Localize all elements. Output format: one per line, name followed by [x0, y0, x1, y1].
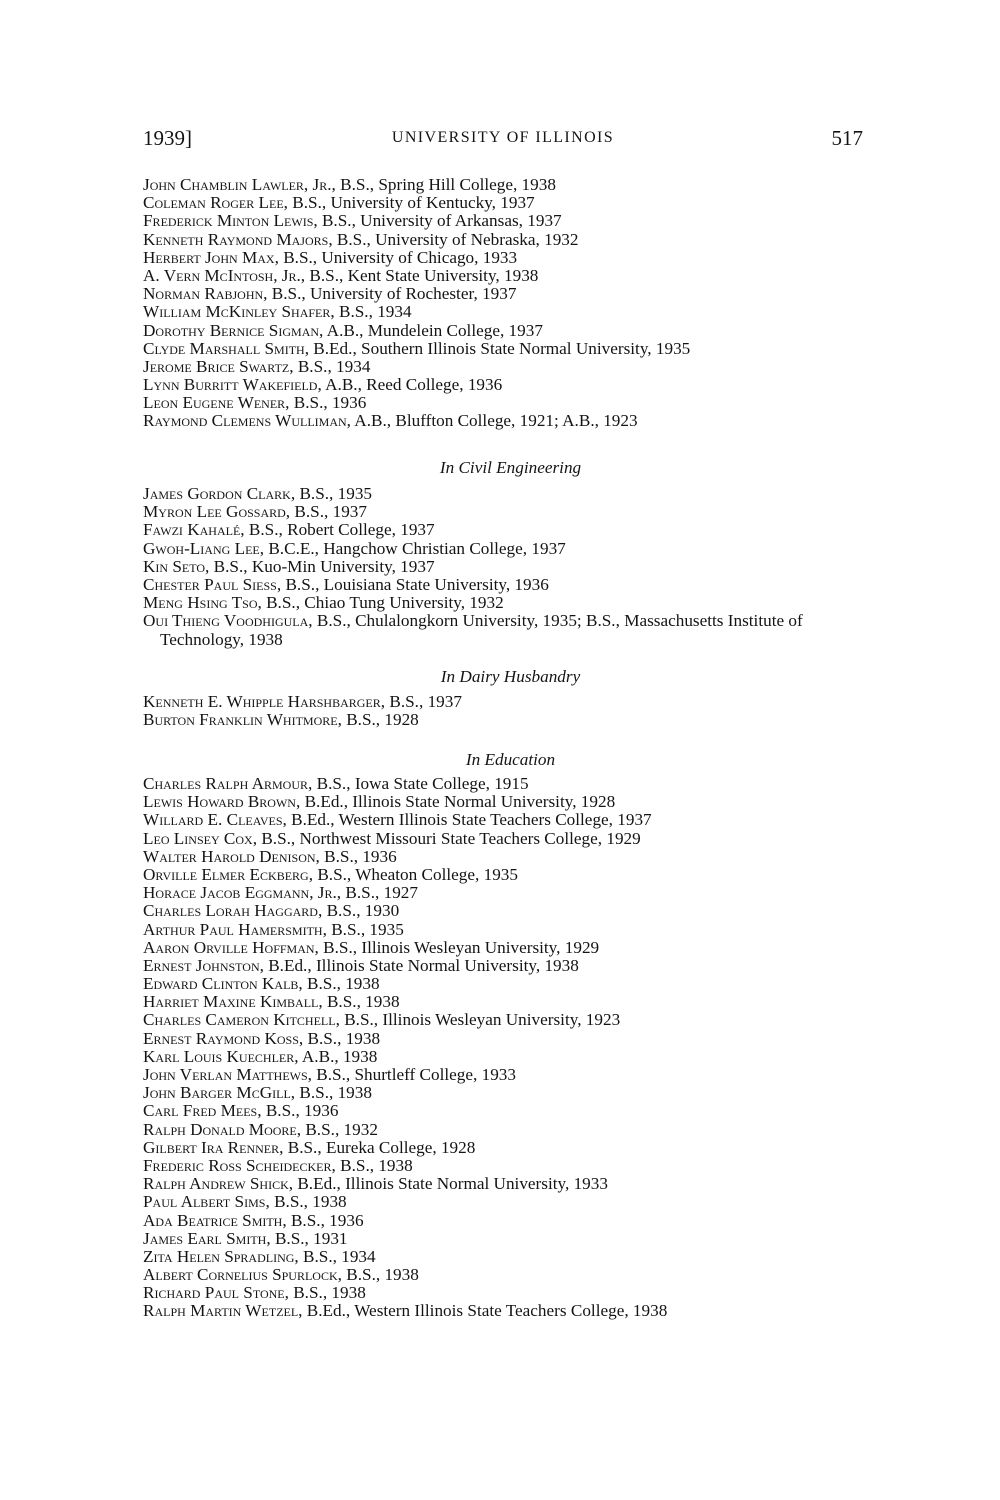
person-name: Ralph Martin Wetzel, [143, 1301, 303, 1321]
degree-details: B.S., Kent State University, 1938 [305, 265, 539, 285]
list-item [143, 485, 878, 503]
degree-details: B.S., Illinois Wesleyan University, 1929 [318, 937, 600, 957]
list-item [143, 884, 878, 902]
person-name: Leon Eugene Wener, [143, 393, 290, 413]
degree-details: B.S., Wheaton College, 1935 [313, 864, 518, 884]
degree-details: B.S., Chiao Tung University, 1932 [261, 593, 504, 613]
person-name: Albert Cornelius Spurlock, [143, 1265, 342, 1285]
list-item [143, 1266, 878, 1284]
person-name: Charles Ralph Armour, [143, 774, 313, 793]
list-item [143, 1193, 878, 1211]
list-item [143, 902, 878, 920]
person-name: Oui Thieng Voodhigula, [143, 611, 313, 631]
degree-details: B.S., 1932 [301, 1119, 378, 1139]
person-name: Harriet Maxine Kimball, [143, 992, 323, 1012]
person-name: Walter Harold Denison, [143, 846, 320, 866]
person-name: Willard E. Cleaves, [143, 810, 287, 830]
person-name: Charles Cameron Kitchell, [143, 1010, 340, 1030]
person-name: Meng Hsing Tso, [143, 593, 262, 613]
degree-details: B.S., 1935 [326, 919, 404, 939]
list-item [143, 793, 878, 811]
person-name: Lynn Burritt Wakefield, [143, 375, 322, 395]
degree-details: B.S., 1936 [261, 1101, 339, 1121]
list-item [143, 1284, 878, 1302]
person-name: Norman Rabjohn, [143, 284, 268, 304]
person-name: Horace Jacob Eggmann, Jr., [143, 883, 342, 903]
list-item [143, 866, 878, 884]
list-item [143, 993, 878, 1011]
list-item [143, 1212, 878, 1230]
degree-details: B.S., 1930 [322, 901, 400, 921]
person-name: Herbert John Max, [143, 247, 279, 267]
list-item [143, 1030, 878, 1048]
degree-details: A.B., Bluffton College, 1921; A.B., 1923 [350, 411, 638, 431]
list-item [143, 249, 878, 267]
person-name: Kenneth Raymond Majors, [143, 229, 333, 249]
list-item [143, 1248, 878, 1266]
person-name: Frederic Ross Scheidecker, [143, 1155, 336, 1175]
list-item [143, 957, 878, 975]
degree-details: B.Ed., Illinois State Normal University, 1938 [263, 955, 579, 975]
degree-details: B.S., University of Rochester, 1937 [267, 284, 517, 304]
degree-details: B.S., Louisiana State University, 1936 [281, 574, 549, 594]
degree-details: B.Ed., Southern Illinois State Normal University, 1935 [309, 338, 691, 358]
list-item [143, 285, 878, 303]
degree-details: B.S., 1938 [269, 1192, 347, 1212]
degree-details: B.S., University of Arkansas, 1937 [317, 211, 562, 231]
person-name: Gwoh-Liang Lee, [143, 538, 265, 558]
list-item [143, 521, 878, 539]
person-name: Myron Lee Gossard, [143, 502, 291, 522]
list-item [143, 1066, 878, 1084]
list-item [143, 1011, 878, 1029]
person-name: Fawzi Kahalé, [143, 520, 245, 540]
list-item [143, 1102, 878, 1120]
list-item [143, 1121, 878, 1139]
degree-details: B.S., Spring Hill College, 1938 [335, 175, 556, 194]
person-name: John Barger McGill, [143, 1083, 296, 1103]
list-item [143, 1230, 878, 1248]
entry-list-education [143, 775, 878, 1321]
person-name: James Earl Smith, [143, 1228, 271, 1248]
degree-details: B.S., Iowa State College, 1915 [312, 774, 529, 793]
degree-details: B.S., 1936 [286, 1210, 364, 1230]
header-year: 1939] [143, 126, 192, 150]
degree-details: B.S., University of Chicago, 1933 [278, 247, 518, 267]
degree-details: B.S., 1938 [341, 1265, 419, 1285]
person-name: Jerome Brice Swartz, [143, 356, 294, 376]
section-title-dairy-husbandry: In Dairy Husbandry [440, 667, 581, 686]
list-item [143, 212, 878, 230]
person-name: Charles Lorah Haggard, [143, 901, 323, 921]
list-item [143, 1302, 878, 1320]
list-item [143, 1084, 878, 1102]
degree-details: A.B., Mundelein College, 1937 [323, 320, 543, 340]
page-header [143, 126, 863, 150]
degree-details: B.S., Kuo-Min University, 1937 [209, 556, 435, 576]
degree-details: B.Ed., Illinois State Normal University, 1933 [293, 1174, 608, 1194]
degree-details: B.S., 1927 [341, 883, 418, 903]
person-name: William McKinley Shafer, [143, 302, 335, 322]
person-name: Karl Louis Kuechler, [143, 1046, 299, 1066]
person-name: Orville Elmer Eckberg, [143, 864, 314, 884]
degree-details: B.S., 1937 [290, 502, 367, 522]
person-name: John Verlan Matthews, [143, 1065, 312, 1084]
person-name: Ernest Johnston, [143, 955, 264, 975]
degree-details: B.S., Northwest Missouri State Teachers College, 1929 [257, 828, 641, 848]
list-item [143, 1157, 878, 1175]
person-name: Zita Helen Spradling, [143, 1246, 299, 1266]
list-item [143, 340, 878, 358]
person-name: A. Vern McIntosh, Jr., [143, 265, 306, 285]
list-item [143, 612, 878, 648]
list-item [143, 1139, 878, 1157]
degree-details: B.S., 1934 [334, 302, 412, 322]
list-item [143, 540, 878, 558]
degree-details: B.S., 1928 [341, 710, 419, 730]
person-name: Coleman Roger Lee, [143, 193, 288, 213]
person-name: John Chamblin Lawler, Jr., [143, 175, 336, 194]
list-item [143, 1048, 878, 1066]
person-name: Ernest Raymond Koss, [143, 1028, 304, 1048]
degree-details: B.S., 1936 [319, 846, 397, 866]
list-item [143, 594, 878, 612]
person-name: Carl Fred Mees, [143, 1101, 262, 1121]
list-item [143, 975, 878, 993]
page-number: 517 [831, 126, 863, 150]
entry-list-civil-engineering [143, 485, 878, 649]
person-name: Leo Linsey Cox, [143, 828, 258, 848]
person-name: Frederick Minton Lewis, [143, 211, 318, 231]
degree-details: A.B., Reed College, 1936 [321, 375, 503, 395]
degree-details: B.S., 1938 [322, 992, 400, 1012]
entry-list-chemistry [143, 176, 878, 431]
list-item [143, 412, 878, 430]
degree-details: B.S., Illinois Wesleyan University, 1923 [339, 1010, 621, 1030]
person-name: Kin Seto, [143, 556, 210, 576]
degree-details: B.C.E., Hangchow Christian College, 1937 [264, 538, 566, 558]
degree-details: B.S., 1938 [295, 1083, 372, 1103]
degree-details: B.S., Shurtleff College, 1933 [311, 1065, 516, 1084]
degree-details: B.S., 1938 [302, 974, 380, 994]
degree-details: B.Ed., Western Illinois State Teachers College, 1937 [286, 810, 652, 830]
person-name: Lewis Howard Brown, [143, 792, 301, 812]
list-item [143, 1175, 878, 1193]
degree-details: A.B., 1938 [298, 1046, 378, 1066]
person-name: Raymond Clemens Wulliman, [143, 411, 351, 431]
header-title: UNIVERSITY OF ILLINOIS [391, 129, 615, 146]
list-item [143, 939, 878, 957]
list-item [143, 848, 878, 866]
list-item [143, 376, 878, 394]
list-item [143, 267, 878, 285]
degree-details: B.S., Eureka College, 1928 [283, 1137, 476, 1157]
degree-details: B.S., Chulalongkorn University, 1935; B.S., Massachusetts Institute of Technology, 1938 [160, 611, 803, 649]
degree-details: B.S., 1938 [303, 1028, 381, 1048]
person-name: Ralph Donald Moore, [143, 1119, 302, 1139]
list-item [143, 231, 878, 249]
person-name: Edward Clinton Kalb, [143, 974, 303, 994]
degree-details: B.Ed., Illinois State Normal University, 1928 [300, 792, 616, 812]
person-name: Dorothy Bernice Sigman, [143, 320, 324, 340]
degree-details: B.S., 1936 [289, 393, 367, 413]
degree-details: B.S., 1934 [293, 356, 371, 376]
person-name: Ada Beatrice Smith, [143, 1210, 287, 1230]
list-item [143, 358, 878, 376]
degree-details: B.S., 1937 [385, 692, 462, 711]
person-name: Ralph Andrew Shick, [143, 1174, 294, 1194]
list-item [143, 711, 878, 729]
degree-details: B.S., Robert College, 1937 [244, 520, 435, 540]
list-item [143, 176, 878, 194]
list-item [143, 693, 878, 711]
list-item [143, 576, 878, 594]
list-item [143, 194, 878, 212]
person-name: Burton Franklin Whitmore, [143, 710, 342, 730]
degree-details: B.Ed., Western Illinois State Teachers College, 1938 [302, 1301, 668, 1321]
section-title-civil-engineering: In Civil Engineering [439, 458, 582, 477]
degree-details: B.S., University of Nebraska, 1932 [332, 229, 579, 249]
person-name: Richard Paul Stone, [143, 1283, 289, 1303]
person-name: James Gordon Clark, [143, 484, 296, 503]
list-item [143, 394, 878, 412]
degree-details: B.S., University of Kentucky, 1937 [287, 193, 535, 213]
section-title-education: In Education [465, 750, 556, 769]
person-name: Aaron Orville Hoffman, [143, 937, 319, 957]
degree-details: B.S., 1938 [288, 1283, 366, 1303]
list-item [143, 322, 878, 340]
person-name: Arthur Paul Hamersmith, [143, 919, 327, 939]
person-name: Paul Albert Sims, [143, 1192, 270, 1212]
list-item [143, 921, 878, 939]
person-name: Kenneth E. Whipple Harshbarger, [143, 692, 386, 711]
list-item [143, 303, 878, 321]
list-item [143, 503, 878, 521]
list-item [143, 775, 878, 793]
person-name: Chester Paul Siess, [143, 574, 282, 594]
list-item [143, 811, 878, 829]
person-name: Gilbert Ira Renner, [143, 1137, 284, 1157]
degree-details: B.S., 1938 [335, 1155, 413, 1175]
degree-details: B.S., 1931 [270, 1228, 348, 1248]
list-item [143, 558, 878, 576]
person-name: Clyde Marshall Smith, [143, 338, 309, 358]
degree-details: B.S., 1935 [295, 484, 373, 503]
list-item [143, 830, 878, 848]
entry-list-dairy-husbandry [143, 693, 878, 729]
degree-details: B.S., 1934 [298, 1246, 376, 1266]
